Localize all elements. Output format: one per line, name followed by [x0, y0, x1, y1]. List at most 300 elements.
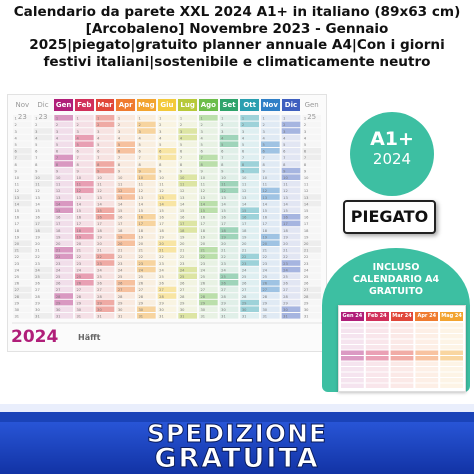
mini-day-cell: [391, 323, 414, 328]
day-number: 14: [303, 202, 309, 207]
day-number: 6: [241, 149, 245, 154]
day-number: 22: [14, 255, 20, 260]
day-number: 12: [159, 189, 164, 194]
day-number: 12: [97, 189, 102, 194]
banner-top-strip: [0, 404, 474, 412]
day-number: 14: [262, 202, 268, 207]
day-number: 31: [303, 314, 309, 319]
mini-day-cell: [341, 367, 364, 372]
day-number: 2: [138, 123, 141, 128]
day-number: 6: [117, 149, 121, 154]
day-number: 15: [262, 209, 268, 213]
day-number: 22: [55, 255, 61, 260]
day-number: 7: [76, 156, 79, 161]
mini-day-cell: [440, 362, 463, 367]
day-number: 30: [221, 308, 226, 312]
mini-day-cell: [391, 378, 414, 383]
day-number: 19: [221, 235, 226, 240]
day-number: 8: [14, 162, 17, 167]
day-number: 16: [35, 215, 40, 220]
day-number: 11: [241, 182, 247, 187]
day-number: 21: [14, 248, 20, 253]
day-number: 5: [76, 143, 79, 147]
mini-day-cell: [415, 351, 438, 356]
day-number: 6: [303, 149, 307, 154]
day-number: 18: [76, 228, 82, 233]
day-number: 7: [221, 156, 224, 161]
day-number: 26: [76, 281, 82, 286]
day-number: 31: [14, 314, 20, 319]
mini-day-cell: [341, 351, 364, 356]
day-number: 28: [221, 294, 226, 299]
day-number: 4: [14, 136, 17, 141]
day-number: 9: [14, 169, 17, 174]
bonus-line-1: INCLUSO: [372, 262, 420, 273]
day-number: 30: [14, 308, 20, 312]
day-number: 22: [241, 255, 247, 260]
day-number: 13: [200, 195, 206, 200]
day-number: 28: [200, 294, 206, 299]
day-number: 11: [159, 182, 164, 187]
day-number: 27: [241, 288, 247, 293]
day-number: 17: [200, 222, 206, 227]
day-number: 1: [97, 116, 100, 121]
day-number: 31: [55, 314, 61, 319]
day-number: 23: [14, 261, 20, 266]
month-header-14: Gen 25: [304, 101, 319, 121]
day-number: 29: [159, 301, 164, 306]
day-number: 22: [200, 255, 206, 260]
day-number: 2: [283, 123, 286, 128]
day-number: 15: [241, 209, 247, 213]
day-number: 23: [97, 261, 102, 266]
day-number: 9: [179, 169, 183, 174]
day-number: 3: [159, 129, 162, 134]
mini-day-cell: [341, 329, 364, 334]
day-number: 23: [200, 261, 206, 266]
mini-day-cell: [440, 345, 463, 350]
day-number: 2: [303, 123, 307, 128]
day-number: 27: [97, 288, 102, 293]
day-number: 31: [138, 314, 144, 319]
mini-day-cell: [415, 334, 438, 339]
day-number: 26: [97, 281, 102, 286]
day-number: 31: [283, 314, 288, 319]
day-number: 27: [303, 288, 309, 293]
day-number: 10: [262, 176, 268, 180]
day-number: 1: [262, 116, 265, 121]
mini-day-cell: [341, 378, 364, 383]
mini-day-cell: [415, 340, 438, 345]
day-number: 21: [97, 248, 102, 253]
day-number: 28: [159, 294, 164, 299]
day-number: 14: [117, 202, 123, 207]
day-number: 28: [55, 294, 61, 299]
day-number: 20: [221, 242, 226, 246]
day-number: 10: [138, 176, 144, 180]
day-number: 24: [97, 268, 102, 273]
format-badge: [350, 112, 434, 196]
day-number: 12: [221, 189, 226, 194]
mini-day-cell: [341, 373, 364, 378]
mini-month-header-4: Mag 24: [441, 313, 462, 319]
month-header-0: Nov 23: [15, 101, 30, 121]
mini-day-cell: [440, 334, 463, 339]
day-number: 10: [303, 176, 309, 180]
day-number: 10: [159, 176, 164, 180]
day-number: 25: [303, 275, 309, 279]
day-number: 3: [117, 129, 121, 134]
day-number: 23: [179, 261, 185, 266]
day-number: 25: [241, 275, 247, 279]
mini-day-cell: [366, 356, 389, 361]
mini-day-cell: [366, 329, 389, 334]
day-number: 26: [117, 281, 123, 286]
day-number: 11: [179, 182, 185, 187]
day-number: 12: [262, 189, 268, 194]
shipping-banner: [0, 419, 474, 474]
mini-day-cell: [341, 362, 364, 367]
day-number: 25: [262, 275, 268, 279]
day-number: 31: [35, 314, 40, 319]
day-number: 5: [262, 143, 265, 147]
day-number: 17: [283, 222, 288, 227]
day-number: 27: [159, 288, 164, 293]
day-number: 6: [159, 149, 162, 154]
day-number: 7: [117, 156, 121, 161]
day-number: 9: [138, 169, 141, 174]
day-number: 4: [200, 136, 203, 141]
day-number: 23: [138, 261, 144, 266]
day-number: 4: [303, 136, 307, 141]
day-number: 15: [179, 209, 185, 213]
day-number: 8: [97, 162, 100, 167]
day-number: 29: [14, 301, 20, 306]
day-number: 25: [35, 275, 40, 279]
day-number: 16: [117, 215, 123, 220]
day-number: 25: [76, 275, 82, 279]
day-number: 30: [262, 308, 268, 312]
mini-day-cell: [391, 329, 414, 334]
day-number: 3: [262, 129, 265, 134]
day-number: 6: [138, 149, 141, 154]
mini-month-header-2: Mar 24: [392, 313, 412, 319]
day-number: 11: [76, 182, 82, 187]
day-number: 4: [159, 136, 162, 141]
month-header-12: Nov: [262, 101, 278, 109]
day-number: 9: [262, 169, 265, 174]
day-number: 27: [138, 288, 144, 293]
day-number: 8: [55, 162, 59, 167]
day-number: 28: [76, 294, 82, 299]
day-number: 29: [303, 301, 309, 306]
day-number: 21: [159, 248, 164, 253]
day-number: 24: [159, 268, 164, 273]
day-number: 11: [55, 182, 61, 187]
day-number: 22: [179, 255, 185, 260]
day-number: 27: [14, 288, 20, 293]
day-number: 20: [159, 242, 164, 246]
day-number: 18: [97, 228, 102, 233]
day-number: 16: [241, 215, 247, 220]
bonus-line-3: GRATUITO: [368, 286, 423, 297]
calendar-grid: [8, 95, 326, 351]
day-number: 9: [200, 169, 203, 174]
day-number: 12: [200, 189, 206, 194]
day-number: 24: [179, 268, 185, 273]
day-number: 28: [303, 294, 309, 299]
mini-day-cell: [341, 323, 364, 328]
day-number: 16: [221, 215, 226, 220]
day-number: 3: [221, 129, 224, 134]
day-number: 22: [159, 255, 164, 260]
mini-day-cell: [366, 334, 389, 339]
mini-day-cell: [415, 345, 438, 350]
day-number: 24: [241, 268, 247, 273]
day-number: 13: [76, 195, 82, 200]
day-number: 31: [97, 314, 102, 319]
day-number: 18: [179, 228, 185, 233]
day-number: 17: [159, 222, 164, 227]
day-number: 13: [303, 195, 309, 200]
day-number: 2: [35, 123, 38, 128]
day-number: 16: [200, 215, 206, 220]
day-number: 30: [138, 308, 144, 312]
day-number: 25: [159, 275, 164, 279]
day-number: 11: [97, 182, 102, 187]
day-number: 18: [138, 228, 144, 233]
day-number: 17: [76, 222, 82, 227]
day-number: 10: [179, 176, 185, 180]
day-number: 2: [76, 123, 79, 128]
day-number: 17: [262, 222, 268, 227]
day-number: 18: [117, 228, 123, 233]
day-number: 30: [117, 308, 123, 312]
day-number: 7: [35, 156, 38, 161]
day-number: 1: [117, 116, 121, 121]
day-number: 14: [76, 202, 82, 207]
wall-calendar-image: [7, 94, 327, 352]
day-number: 5: [138, 143, 141, 147]
day-number: 26: [241, 281, 247, 286]
day-number: 24: [138, 268, 144, 273]
day-number: 6: [283, 149, 286, 154]
day-number: 27: [200, 288, 206, 293]
day-number: 25: [117, 275, 123, 279]
day-number: 8: [283, 162, 286, 167]
day-number: 7: [138, 156, 141, 161]
mini-month-header-0: Gen 24: [342, 313, 363, 319]
day-number: 5: [55, 143, 59, 147]
day-number: 3: [283, 129, 286, 134]
day-number: 17: [221, 222, 226, 227]
day-number: 20: [241, 242, 247, 246]
day-number: 15: [138, 209, 144, 213]
mini-month-header-3: Apr 24: [415, 312, 438, 321]
day-number: 22: [283, 255, 288, 260]
day-number: 26: [262, 281, 268, 286]
month-header-5: Apr: [116, 99, 135, 111]
day-number: 18: [35, 228, 40, 233]
day-number: 11: [138, 182, 144, 187]
day-number: 8: [303, 162, 307, 167]
day-number: 30: [283, 308, 288, 312]
day-number: 8: [159, 162, 162, 167]
day-number: 27: [35, 288, 40, 293]
day-number: 29: [97, 301, 102, 306]
day-number: 29: [179, 301, 185, 306]
day-number: 23: [117, 261, 123, 266]
day-number: 14: [55, 202, 61, 207]
day-number: 2: [117, 123, 121, 128]
mini-day-cell: [440, 367, 463, 372]
day-number: 19: [76, 235, 82, 240]
day-number: 1: [76, 116, 79, 121]
day-number: 1: [283, 116, 286, 121]
month-header-2: Gen: [55, 101, 72, 109]
day-number: 13: [14, 195, 20, 200]
day-number: 26: [200, 281, 206, 286]
day-number: 4: [117, 136, 121, 141]
day-number: 18: [159, 228, 164, 233]
day-number: 22: [303, 255, 309, 260]
day-number: 20: [138, 242, 144, 246]
day-number: 3: [76, 129, 79, 134]
day-number: 7: [97, 156, 100, 161]
day-number: 16: [138, 215, 144, 220]
day-number: 6: [221, 149, 224, 154]
day-number: 30: [35, 308, 40, 312]
day-number: 10: [221, 176, 226, 180]
day-number: 20: [14, 242, 20, 246]
day-number: 13: [221, 195, 226, 200]
calendar-year: 2024: [11, 327, 59, 347]
day-number: 28: [117, 294, 123, 299]
day-number: 4: [138, 136, 141, 141]
day-number: 10: [76, 176, 82, 180]
day-number: 1: [14, 116, 17, 121]
day-number: 21: [283, 248, 288, 253]
day-number: 10: [14, 176, 20, 180]
day-number: 29: [138, 301, 144, 306]
day-number: 6: [35, 149, 38, 154]
day-number: 5: [200, 143, 203, 147]
day-number: 5: [117, 143, 121, 147]
day-number: 9: [35, 169, 38, 174]
day-number: 20: [262, 242, 268, 246]
mini-day-cell: [391, 351, 414, 356]
day-number: 2: [200, 123, 203, 128]
day-number: 6: [179, 149, 183, 154]
day-number: 23: [262, 261, 268, 266]
day-number: 26: [35, 281, 40, 286]
day-number: 23: [221, 261, 226, 266]
day-number: 21: [200, 248, 206, 253]
day-number: 20: [55, 242, 61, 246]
day-number: 12: [117, 189, 123, 194]
day-number: 7: [200, 156, 203, 161]
day-number: 17: [14, 222, 20, 227]
day-number: 28: [241, 294, 247, 299]
day-number: 13: [35, 195, 40, 200]
mini-day-cell: [366, 373, 389, 378]
day-number: 2: [241, 123, 245, 128]
day-number: 11: [35, 182, 40, 187]
day-number: 2: [159, 123, 162, 128]
mini-day-cell: [440, 351, 463, 356]
brand-logo: Häfft: [78, 333, 101, 342]
mini-day-cell: [391, 345, 414, 350]
mini-day-cell: [415, 323, 438, 328]
day-number: 17: [35, 222, 40, 227]
day-number: 19: [97, 235, 102, 240]
day-number: 28: [283, 294, 288, 299]
day-number: 10: [200, 176, 206, 180]
day-number: 13: [55, 195, 61, 200]
day-number: 16: [179, 215, 185, 220]
day-number: 23: [283, 261, 288, 266]
day-number: 30: [97, 308, 102, 312]
mini-day-cell: [366, 351, 389, 356]
day-number: 5: [221, 143, 224, 147]
day-number: 19: [159, 235, 164, 240]
mini-month-header-1: Feb 24: [367, 313, 387, 319]
day-number: 2: [97, 123, 100, 128]
month-header-7: Giu: [158, 99, 177, 111]
day-number: 26: [283, 281, 288, 286]
day-number: 17: [138, 222, 144, 227]
day-number: 16: [303, 215, 309, 220]
day-number: 27: [55, 288, 61, 293]
day-number: 1: [303, 116, 307, 121]
day-number: 5: [241, 143, 245, 147]
day-number: 15: [117, 209, 123, 213]
day-number: 19: [55, 235, 61, 240]
day-number: 13: [283, 195, 288, 200]
day-number: 12: [14, 189, 20, 194]
day-number: 3: [35, 129, 38, 134]
mini-day-cell: [366, 340, 389, 345]
day-number: 19: [241, 235, 247, 240]
day-number: 3: [241, 129, 245, 134]
day-number: 24: [303, 268, 309, 273]
piegato-label: PIEGATO: [343, 200, 436, 234]
day-number: 11: [14, 182, 20, 187]
day-number: 4: [76, 136, 79, 141]
day-number: 30: [303, 308, 309, 312]
day-number: 30: [55, 308, 61, 312]
day-number: 3: [138, 129, 141, 134]
day-number: 15: [221, 209, 226, 213]
mini-day-cell: [391, 356, 414, 361]
mini-day-cell: [341, 356, 364, 361]
day-number: 15: [97, 209, 102, 213]
day-number: 27: [179, 288, 185, 293]
day-number: 7: [283, 156, 286, 161]
day-number: 14: [97, 202, 102, 207]
day-number: 4: [283, 136, 286, 141]
day-number: 31: [179, 314, 185, 319]
day-number: 26: [14, 281, 20, 286]
day-number: 20: [35, 242, 40, 246]
day-number: 18: [221, 228, 226, 233]
mini-day-cell: [391, 334, 414, 339]
mini-day-cell: [415, 367, 438, 372]
day-number: 8: [200, 162, 203, 167]
day-number: 15: [159, 209, 164, 213]
day-number: 16: [55, 215, 61, 220]
day-number: 29: [200, 301, 206, 306]
